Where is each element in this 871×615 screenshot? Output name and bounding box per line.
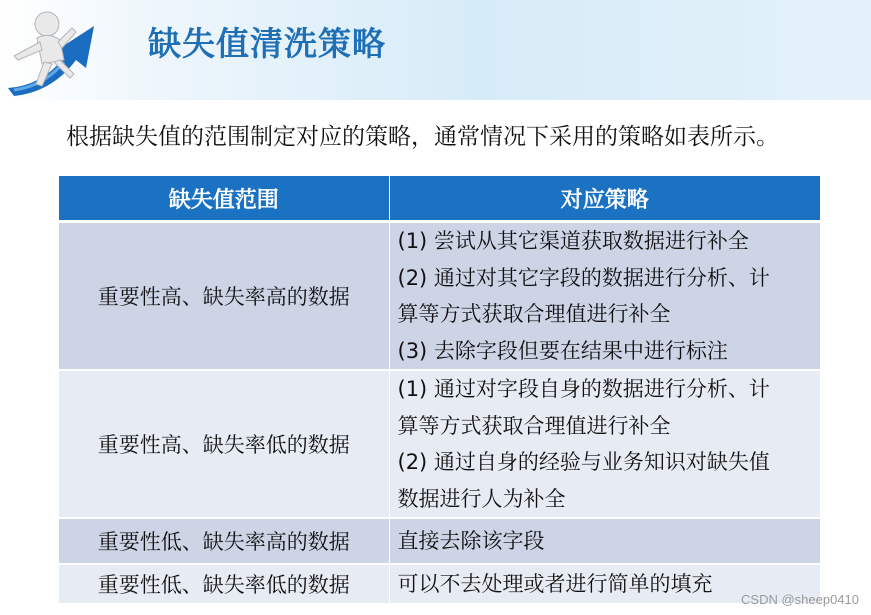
range-cell: 重要性低、缺失率高的数据 bbox=[59, 518, 389, 564]
column-header-strategy: 对应策略 bbox=[389, 176, 820, 222]
strategy-cell bbox=[389, 518, 820, 564]
strategy-cell bbox=[389, 222, 820, 371]
column-header-range: 缺失值范围 bbox=[59, 176, 389, 222]
range-cell: 重要性低、缺失率低的数据 bbox=[59, 564, 389, 604]
range-cell: 重要性高、缺失率高的数据 bbox=[59, 222, 389, 371]
strategy-line: 可以不去处理或者进行简单的填充 bbox=[397, 571, 713, 596]
strategy-line: (2) 通过自身的经验与业务知识对缺失值 bbox=[397, 450, 770, 474]
strategy-table bbox=[59, 176, 820, 605]
person-on-arrow-icon bbox=[0, 2, 118, 100]
table-row bbox=[59, 370, 820, 518]
strategy-cell bbox=[389, 370, 820, 518]
intro-text: 根据缺失值的范围制定对应的策略，通常情况下采用的策略如表所示。 bbox=[66, 124, 779, 150]
slide-title: 缺失值清洗策略 bbox=[148, 24, 386, 63]
range-cell: 重要性高、缺失率低的数据 bbox=[59, 370, 389, 518]
strategy-line: (2) 通过对其它字段的数据进行分析、计 bbox=[397, 265, 770, 290]
table-row bbox=[59, 564, 820, 604]
table-header-row bbox=[59, 176, 820, 222]
strategy-line: (3) 去除字段但要在结果中进行标注 bbox=[397, 338, 728, 363]
table-row bbox=[59, 518, 820, 564]
header-band bbox=[0, 0, 871, 100]
strategy-line: 算等方式获取合理值进行补全 bbox=[397, 413, 671, 438]
watermark: CSDN @sheep0410 bbox=[741, 592, 859, 607]
strategy-line: 直接去除该字段 bbox=[397, 528, 545, 553]
strategy-line: 数据进行人为补全 bbox=[397, 486, 566, 511]
strategy-line: 算等方式获取合理值进行补全 bbox=[397, 302, 671, 326]
strategy-line: (1) 尝试从其它渠道获取数据进行补全 bbox=[397, 229, 749, 253]
strategy-line: (1) 通过对字段自身的数据进行分析、计 bbox=[397, 377, 770, 401]
table-row bbox=[59, 222, 820, 371]
